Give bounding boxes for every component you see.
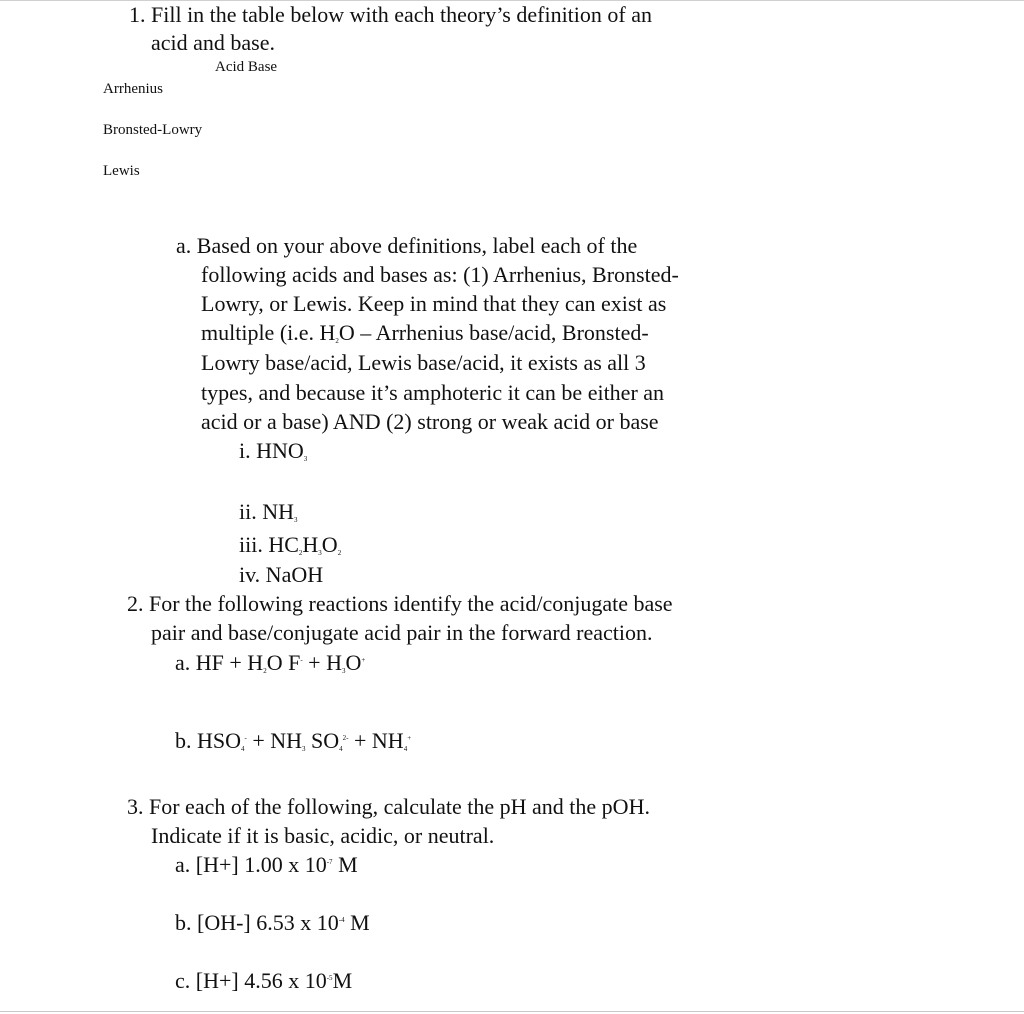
q1-line-1: 1. Fill in the table below with each theory’s definition of an xyxy=(129,2,652,27)
item-iii-sub-b: 3 xyxy=(318,549,322,557)
qa-line-4-text-b: O – Arrhenius base/acid, Bronsted- xyxy=(338,320,649,345)
q2b-sub-4: 4 xyxy=(403,745,408,753)
q2a-text-4: O xyxy=(345,650,362,675)
q3-item-b xyxy=(175,908,370,937)
item-iv-naoh: iv. NaOH xyxy=(239,562,324,587)
qa-line-7: acid or a base) AND (2) strong or weak acid or base xyxy=(201,409,659,434)
q3-item-a xyxy=(175,850,358,879)
q2a-sup-1: - xyxy=(300,656,303,664)
q3-item-c xyxy=(175,966,352,995)
row-arrhenius: Arrhenius xyxy=(103,81,163,97)
q3c-text-1: c. [H+] 4.56 x 10 xyxy=(175,968,327,993)
q3a-text-1: a. [H+] 1.00 x 10 xyxy=(175,852,327,877)
qa-line-4 xyxy=(201,318,649,347)
item-i-text: i. HNO xyxy=(239,438,304,463)
qa-line-4-text-a: multiple (i.e. H xyxy=(201,320,336,345)
item-iii-text-c: O xyxy=(321,532,338,557)
item-ii-nh3 xyxy=(239,497,298,526)
q2a-sub-1: 2 xyxy=(263,667,267,675)
q2b-sub-2: 3 xyxy=(302,745,306,753)
bottom-border xyxy=(0,1011,1024,1012)
qa-line-6: types, and because it’s amphoteric it can be either an xyxy=(201,380,665,405)
q3b-text-2: M xyxy=(344,910,370,935)
q3b-exponent: -4 xyxy=(338,916,345,924)
qa-line-5: Lowry base/acid, Lewis base/acid, it exists as all 3 xyxy=(201,350,646,375)
q3-line-1: 3. For each of the following, calculate the pH and the pOH. xyxy=(127,794,650,819)
q2b-sub-3: 4 xyxy=(339,745,343,753)
q2b-sup-1: - xyxy=(244,734,247,742)
q1-line-2: acid and base. xyxy=(151,30,275,55)
q2-line-2: pair and base/conjugate acid pair in the forward reaction. xyxy=(151,620,653,645)
q3a-text-2: M xyxy=(332,852,358,877)
q2b-sup-2: 2- xyxy=(342,734,349,742)
q2-reaction-a xyxy=(175,648,365,677)
q3a-exponent: -7 xyxy=(326,858,333,866)
q2a-sup-2: + xyxy=(361,656,366,664)
qa-line-4-sub: 2 xyxy=(335,337,339,345)
q3-line-2: Indicate if it is basic, acidic, or neutral. xyxy=(151,823,495,848)
item-iii-sub-c: 2 xyxy=(337,549,342,557)
item-ii-sub: 3 xyxy=(294,516,298,524)
q2a-sub-2: 3 xyxy=(341,667,346,675)
q2-line-1: 2. For the following reactions identify the acid/conjugate base xyxy=(127,591,673,616)
q2b-text-2: + NH xyxy=(246,728,303,753)
table-headers: Acid Base xyxy=(215,59,278,75)
qa-line-1: a. Based on your above definitions, label each of the xyxy=(176,233,638,258)
item-ii-text: ii. NH xyxy=(239,499,294,524)
item-i-sub: 3 xyxy=(303,455,308,463)
q2-reaction-b xyxy=(175,726,411,755)
q2b-sup-3: + xyxy=(407,734,412,742)
q2b-text-3: SO xyxy=(305,728,340,753)
item-i-hno3 xyxy=(239,436,307,465)
q2a-text-2: O F xyxy=(266,650,301,675)
q2b-text-4: + NH xyxy=(348,728,404,753)
item-iii-acetic-acid xyxy=(239,530,341,559)
q3b-text-1: b. [OH-] 6.53 x 10 xyxy=(175,910,339,935)
qa-line-3: Lowry, or Lewis. Keep in mind that they can exist as xyxy=(201,291,667,316)
q3c-exponent: -5 xyxy=(326,974,333,982)
q2a-text-3: + H xyxy=(302,650,342,675)
qa-line-2: following acids and bases as: (1) Arrhenius, Bronsted- xyxy=(201,262,679,287)
row-lewis: Lewis xyxy=(103,163,140,179)
q3c-text-2: M xyxy=(332,968,353,993)
row-bronsted-lowry: Bronsted-Lowry xyxy=(103,122,203,138)
q2b-text-1: b. HSO xyxy=(175,728,242,753)
item-iii-sub-a: 2 xyxy=(298,549,303,557)
q2a-text-1: a. HF + H xyxy=(175,650,264,675)
item-iii-text-a: iii. HC xyxy=(239,532,299,557)
item-iii-text-b: H xyxy=(302,532,319,557)
q2b-sub-1: 4 xyxy=(241,745,245,753)
